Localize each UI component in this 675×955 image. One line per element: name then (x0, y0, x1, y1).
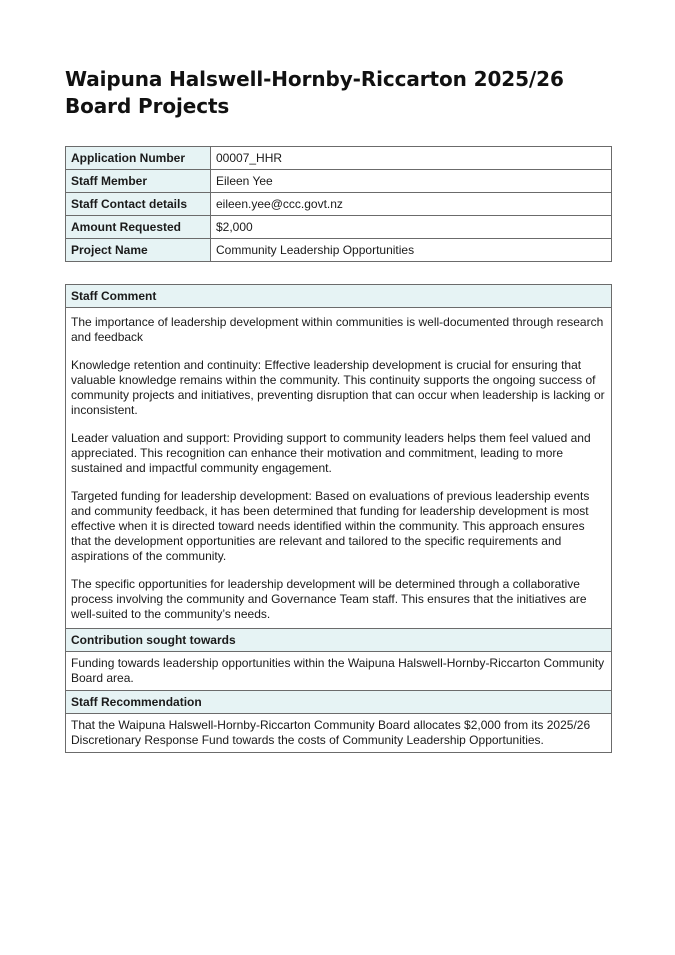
staff-comment-paragraph: The specific opportunities for leadership development will be determined through a collaborative process involving the community and Governance Team staff. This ensures that the initiatives are well-suited to the community’s needs. (71, 577, 587, 621)
application-number-value: 00007_HHR (211, 147, 612, 170)
document-page (65, 66, 612, 753)
staff-comment-paragraph: Targeted funding for leadership development: Based on evaluations of previous leadership events and community feedback, it has been determined that funding for leadership development is most effective when it is directed toward needs identified within the community. This approach ensures that the development opportunities are relevant and tailored to the specific requirements and aspirations of the community. (71, 489, 590, 563)
table-row (66, 714, 612, 753)
staff-comment-paragraph: Knowledge retention and continuity: Effective leadership development is crucial for ensuring that valuable knowledge remains within the community. This continuity supports the ongoing success of community projects and initiatives, preventing disruption that can occur when leadership is lacking or inconsistent. (71, 358, 605, 417)
table-row (66, 216, 612, 239)
application-details-table (65, 146, 612, 262)
table-row (66, 239, 612, 262)
table-row (66, 652, 612, 691)
amount-requested-label: Amount Requested (66, 216, 211, 239)
staff-contact-label: Staff Contact details (66, 193, 211, 216)
staff-comment-heading: Staff Comment (66, 285, 612, 308)
amount-requested-value: $2,000 (211, 216, 612, 239)
staff-member-value: Eileen Yee (211, 170, 612, 193)
staff-contact-value: eileen.yee@ccc.govt.nz (211, 193, 612, 216)
table-row (66, 629, 612, 652)
project-name-label: Project Name (66, 239, 211, 262)
staff-member-label: Staff Member (66, 170, 211, 193)
table-row (66, 691, 612, 714)
table-row (66, 170, 612, 193)
staff-comment-paragraph: The importance of leadership development within communities is well-documented through research and feedback (71, 315, 604, 344)
staff-comment-paragraph: Leader valuation and support: Providing support to community leaders helps them feel valued and appreciated. This recognition can enhance their motivation and commitment, leading to more sustained and impactful community engagement. (71, 431, 591, 475)
contribution-text: Funding towards leadership opportunities within the Waipuna Halswell-Hornby-Riccarton Community Board area. (66, 652, 612, 691)
table-row (66, 308, 612, 629)
contribution-heading: Contribution sought towards (66, 629, 612, 652)
staff-comment-body (66, 308, 612, 629)
page-title: Waipuna Halswell-Hornby-Riccarton 2025/26 Board Projects (65, 67, 564, 118)
staff-comment-table (65, 284, 612, 753)
recommendation-heading: Staff Recommendation (66, 691, 612, 714)
table-row (66, 193, 612, 216)
project-name-value: Community Leadership Opportunities (211, 239, 612, 262)
table-row (66, 285, 612, 308)
recommendation-text: That the Waipuna Halswell-Hornby-Riccarton Community Board allocates $2,000 from its 2025/26 Discretionary Response Fund towards the costs of Community Leadership Opportunities. (66, 714, 612, 753)
table-row (66, 147, 612, 170)
application-number-label: Application Number (66, 147, 211, 170)
